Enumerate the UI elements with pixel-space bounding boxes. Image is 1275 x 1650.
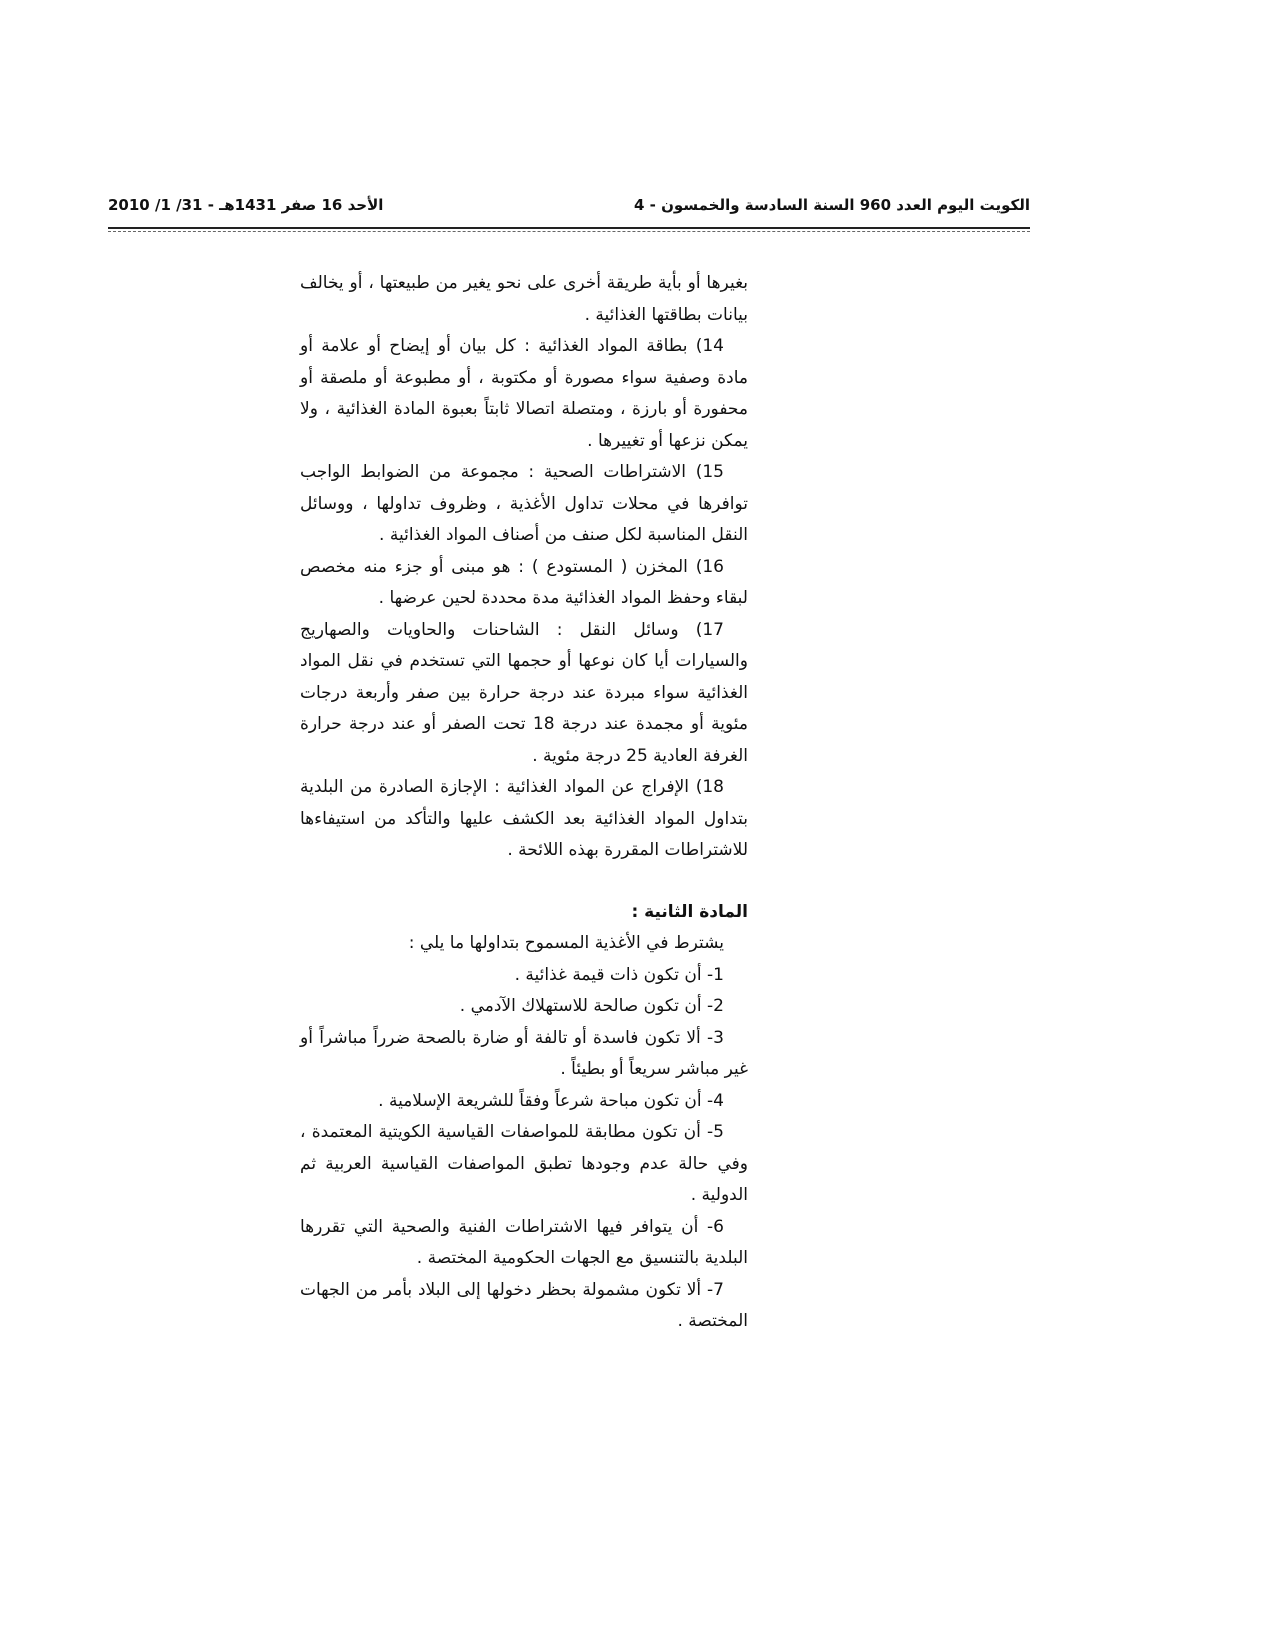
condition-5: 5- أن تكون مطابقة للمواصفات القياسية الكويتية المعتمدة ، وفي حالة عدم وجودها تطبق المواصفات القياسية العربية ثم الدولية . xyxy=(300,1122,748,1205)
condition-4: 4- أن تكون مباحة شرعاً وفقاً للشريعة الإسلامية . xyxy=(378,1090,724,1111)
definition-17: 17) وسائل النقل : الشاحنات والحاويات والصهاريج والسيارات أيا كان نوعها أو حجمها التي تستخدم في نقل المواد الغذائية سواء مبردة عند درجة حرارة بين صفر وأربعة درجات مئوية أو مجمدة عند درجة 18 تحت الصفر أو عند درجة حرارة الغرفة العادية 25 درجة مئوية . xyxy=(300,619,748,766)
article-intro: يشترط في الأغذية المسموح بتداولها ما يلي : xyxy=(408,933,724,953)
condition-7: 7- ألا تكون مشمولة بحظر دخولها إلى البلاد بأمر من الجهات المختصة . xyxy=(300,1279,748,1331)
gazette-title: الكويت اليوم العدد 960 السنة السادسة والخمسون - 4 xyxy=(634,196,1030,214)
definition-14: 14) بطاقة المواد الغذائية : كل بيان أو إيضاح أو علامة أو مادة وصفية سواء مصورة أو مكتوبة ، أو مطبوعة أو ملصقة أو محفورة أو بارزة ، ومتصلة اتصالا ثابتاً بعبوة المادة الغذائية ، ولا يمكن نزعها أو تغييرها . xyxy=(300,336,748,451)
definition-16: 16) المخزن ( المستودع ) : هو مبنى أو جزء منه مخصص لبقاء وحفظ المواد الغذائية مدة محددة لحين عرضها . xyxy=(300,556,748,608)
paragraph-continuation: بغيرها أو بأية طريقة أخرى على نحو يغير من طبيعتها ، أو يخالف بيانات بطاقتها الغذائية . xyxy=(300,273,748,325)
article-heading: المادة الثانية : xyxy=(631,901,748,922)
header-divider-dashed xyxy=(108,231,1030,232)
condition-1: 1- أن تكون ذات قيمة غذائية . xyxy=(514,964,724,985)
body-column xyxy=(300,268,748,1338)
condition-3: 3- ألا تكون فاسدة أو تالفة أو ضارة بالصحة ضرراً مباشراً أو غير مباشر سريعاً أو بطيئاً . xyxy=(300,1027,748,1079)
definition-15: 15) الاشتراطات الصحية : مجموعة من الضوابط الواجب توافرها في محلات تداول الأغذية ، وظروف تداولها ، ووسائل النقل المناسبة لكل صنف من أصناف المواد الغذائية . xyxy=(300,462,748,545)
header-divider xyxy=(108,227,1030,229)
page-header xyxy=(108,196,1030,224)
issue-date: الأحد 16 صفر 1431هـ - 31/ 1/ 2010 xyxy=(108,196,384,214)
condition-6: 6- أن يتوافر فيها الاشتراطات الفنية والصحية التي تقررها البلدية بالتنسيق مع الجهات الحكومية المختصة . xyxy=(300,1216,748,1268)
condition-2: 2- أن تكون صالحة للاستهلاك الآدمي . xyxy=(459,996,724,1016)
definition-18: 18) الإفراج عن المواد الغذائية : الإجازة الصادرة من البلدية بتداول المواد الغذائية بعد الكشف عليها والتأكد من استيفاءها للاشتراطات المقررة بهذه اللائحة . xyxy=(300,777,748,860)
